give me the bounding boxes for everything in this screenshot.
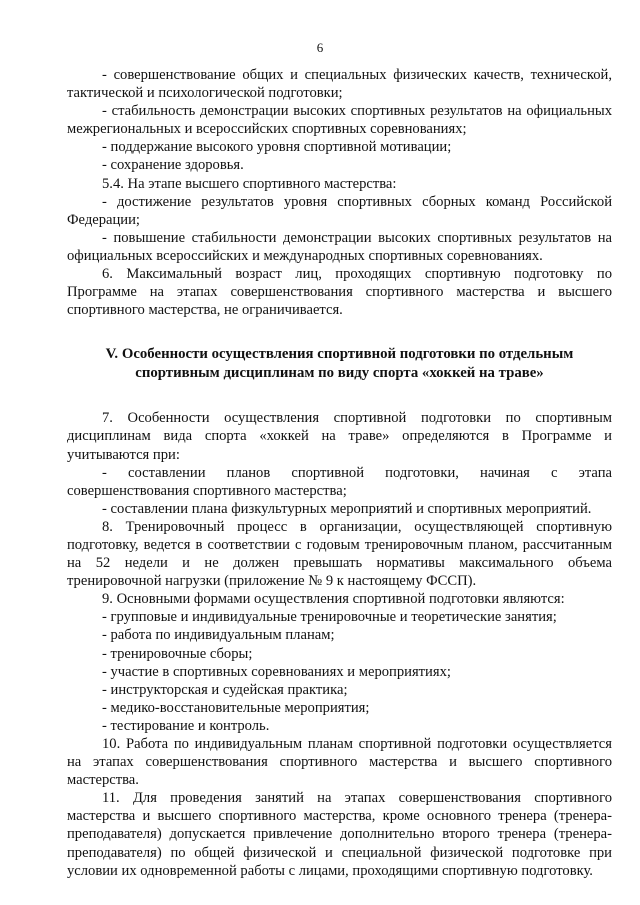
paragraph: 6. Максимальный возраст лиц, проходящих спортивную подготовку по Программе на этапах совершенствования спортивного мастерства и высшего спортивного мастерства, не ограничивается.	[67, 266, 612, 319]
paragraph: 7. Особенности осуществления спортивной подготовки по спортивным дисциплинам вида спорта «хоккей на траве» определяются в Программе и учитываются при:	[67, 410, 612, 463]
paragraph: - тестирование и контроль.	[102, 717, 270, 734]
paragraph: 5.4. На этапе высшего спортивного мастерства:	[102, 175, 397, 192]
paragraph: - медико-восстановительные мероприятия;	[102, 699, 370, 716]
paragraph: - составлении планов спортивной подготовки, начиная с этапа совершенствования спортивного мастерства;	[67, 464, 612, 499]
paragraph: 9. Основными формами осуществления спортивной подготовки являются:	[102, 591, 565, 608]
section-heading	[67, 345, 612, 383]
document-body	[67, 66, 612, 880]
paragraph: - участие в спортивных соревнованиях и мероприятиях;	[102, 663, 451, 680]
paragraph: - тренировочные сборы;	[102, 645, 253, 662]
section-heading-line: V. Особенности осуществления спортивной подготовки по отдельным	[105, 346, 574, 363]
paragraph: - достижение результатов уровня спортивных сборных команд Российской Федерации;	[67, 193, 612, 228]
page-number: 6	[316, 40, 324, 55]
paragraph: 11. Для проведения занятий на этапах совершенствования спортивного мастерства и высшего спортивного мастерства, кроме основного тренера (тренера-преподавателя) допускается привлечение дополнительно второго тренера (тренера-преподавателя) по общей физической и специальной физической подготовке при условии их одновременной работы с лицами, проходящими спортивную подготовку.	[67, 790, 612, 879]
section-heading-line: спортивным дисциплинам по виду спорта «хоккей на траве»	[135, 365, 544, 382]
paragraph: - поддержание высокого уровня спортивной мотивации;	[102, 139, 452, 156]
paragraph: - составлении плана физкультурных мероприятий и спортивных мероприятий.	[102, 500, 592, 517]
paragraph: - совершенствование общих и специальных физических качеств, технической, тактической и психологической подготовки;	[67, 67, 612, 102]
paragraph: - стабильность демонстрации высоких спортивных результатов на официальных межрегиональных и всероссийских спортивных соревнованиях;	[67, 103, 612, 138]
paragraph: 8. Тренировочный процесс в организации, осуществляющей спортивную подготовку, ведется в соответствии с годовым тренировочным планом, рассчитанным на 52 недели и не должен превышать нормативы максимального объема тренировочной нагрузки (приложение № 9 к настоящему ФССП).	[67, 518, 612, 590]
paragraph: - работа по индивидуальным планам;	[102, 627, 335, 644]
paragraph: - повышение стабильности демонстрации высоких спортивных результатов на официальных всероссийских и международных спортивных соревнованиях.	[67, 229, 612, 264]
paragraph: - инструкторская и судейская практика;	[102, 681, 348, 698]
paragraph: 10. Работа по индивидуальным планам спортивной подготовки осуществляется на этапах совершенствования спортивного мастерства и высшего спортивного мастерства.	[67, 736, 612, 789]
paragraph: - сохранение здоровья.	[102, 157, 244, 174]
paragraph: - групповые и индивидуальные тренировочные и теоретические занятия;	[102, 609, 557, 626]
